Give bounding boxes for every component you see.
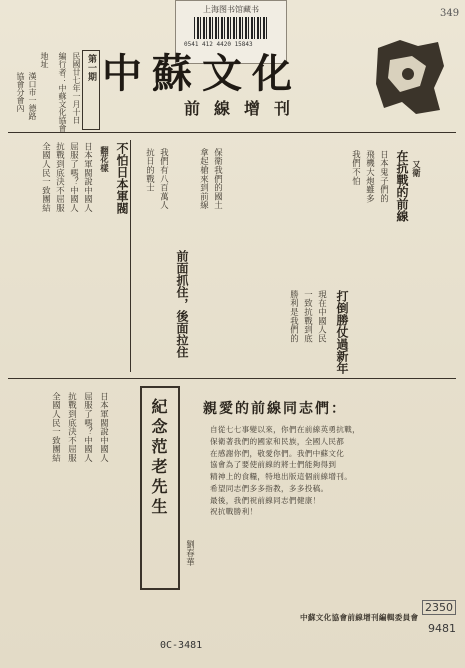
article-line: 日本軍閥說中國人 <box>83 142 94 213</box>
barcode <box>194 17 268 39</box>
masthead-title: 中蘇文化 <box>102 50 302 97</box>
column-rule <box>130 140 131 372</box>
address-line-1: 漢口市一德路 <box>28 72 37 120</box>
pencil-mark-bottom: 9481 <box>428 622 456 635</box>
catalog-number: 0C-3481 <box>160 640 203 651</box>
article-line: 保衛我們的國土 <box>213 148 224 210</box>
map-logo-icon <box>372 36 448 118</box>
section-rule <box>8 378 456 379</box>
page-id: 349 <box>440 8 460 19</box>
issue-number: 第一期 <box>86 54 96 81</box>
address-line-2: 協會分會內 <box>16 72 25 112</box>
issue-date: 民國廿七年一月十日 <box>72 52 81 124</box>
letter-paragraph: 自從七七事變以來，你們在前線英勇抗戰， <box>210 425 360 434</box>
article-author: 又衛 <box>411 160 422 178</box>
address-label: 地址 <box>40 52 49 68</box>
pencil-mark-top: 2350 <box>422 600 456 615</box>
headline-front-back: 前面抓住，後面拉住 <box>175 250 189 358</box>
article-line: 日本鬼子們的 <box>379 150 390 203</box>
memorial-author: 劉春華 <box>185 540 196 567</box>
headline-frontline: 在抗戰的前線 <box>395 150 409 222</box>
letter-paragraph: 在感謝你們，敬愛你們。我們中蘇文化 <box>210 448 345 458</box>
issue-publisher: 編行者：中蘇文化協會 <box>58 52 67 132</box>
letter-paragraph: 最後，我們祝前線同志們健康！ <box>210 495 321 505</box>
letter-paragraph: 精神上的食糧，特地出版這個前線增刊。 <box>210 472 353 482</box>
letter-paragraph: 希望同志們多多指教，多多投稿。 <box>210 483 329 493</box>
article-line: 全國人民一致團結 <box>41 142 52 213</box>
letter-body <box>210 424 360 518</box>
article-line: 日本軍閥說中國人 <box>99 392 110 463</box>
article-line: 一致抗戰到底 <box>303 290 314 343</box>
article-line: 抗戰到底決不屈服 <box>67 392 78 463</box>
letter-title: 親愛的前線同志們： <box>203 401 347 417</box>
memorial-title: 紀念范老先生 <box>149 398 168 518</box>
letter-paragraph: 協會為了要使前線的將士們能夠得到 <box>210 460 337 470</box>
article-line: 全國人民一致團結 <box>51 392 62 463</box>
article-line: 現在中國人民 <box>317 290 328 343</box>
article-line: 我們有八百萬人 <box>159 148 170 210</box>
letter-paragraph: 祝抗戰勝利！ <box>210 507 258 517</box>
article-author: 翻花樣 <box>99 146 110 173</box>
article-line: 屈服了嗎？中國人 <box>69 142 80 213</box>
article-line: 抗日的戰士 <box>145 148 156 192</box>
article-line: 屈服了嗎？中國人 <box>83 392 94 463</box>
library-stamp-name: 上海图书馆藏书 <box>203 5 259 14</box>
masthead-subtitle: 前線增刊 <box>184 99 305 118</box>
article-line: 飛機大炮雖多 <box>365 150 376 203</box>
barcode-number: 0541 412 4420 15843 <box>184 41 253 48</box>
headline-no-fear: 不怕日本軍閥 <box>115 142 129 214</box>
article-line: 勝利是我們的 <box>289 290 300 343</box>
letter-signature: 中蘇文化協會前線增刊編輯委員會 <box>300 613 419 622</box>
article-line: 我們不怕 <box>351 150 362 186</box>
letter-paragraph: 保衛著我們的國家和民族，全國人民都 <box>210 436 345 446</box>
article-line: 抗戰到底決不屈服 <box>55 142 66 213</box>
headline-new-year: 打倒勝仗過新年 <box>335 290 349 374</box>
masthead-rule <box>8 132 456 133</box>
article-line: 拿起槍來到前線 <box>199 148 210 210</box>
